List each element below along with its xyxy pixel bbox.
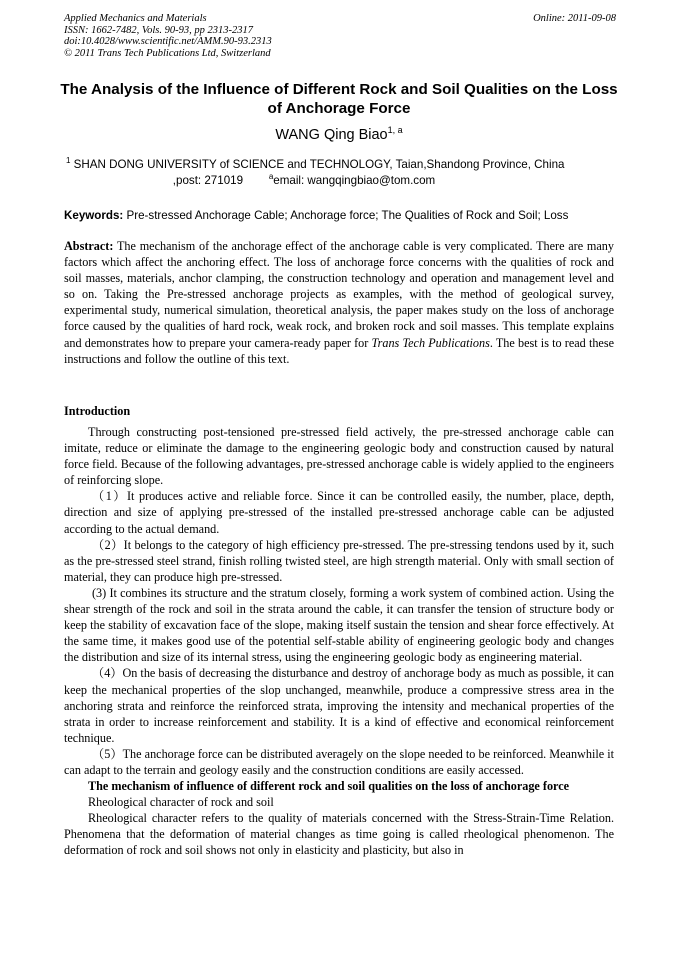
affiliation-sup: 1 [66, 156, 71, 165]
paper-title: The Analysis of the Influence of Different Rock and Soil Qualities on the Loss of Anchorage Force [60, 81, 618, 117]
rheological-subheading: Rheological character of rock and soil [88, 795, 274, 810]
abstract-italic: Trans Tech Publications [371, 335, 490, 350]
introduction-body [64, 424, 614, 859]
affiliation-institution: SHAN DONG UNIVERSITY of SCIENCE and TECHNOLOGY, Taian,Shandong Province, China [70, 158, 565, 171]
author-sup: 1, a [387, 125, 403, 135]
journal-header [64, 13, 272, 59]
email-link[interactable]: email: wangqingbiao@tom.com [273, 174, 436, 187]
keywords-label: Keywords: [64, 209, 124, 222]
issn-line: ISSN: 1662-7482, Vols. 90-93, pp 2313-2317 [64, 24, 253, 36]
keywords [64, 209, 568, 222]
abstract-text-1: The mechanism of the anchorage effect of the anchorage cable is very complicated. There are many factors which affect the anchoring effect. The loss of anchorage force concerns with the qualities of rock and soil masses, materials, anchor clamping, the construction technology and operation and management level and so on. Taking the Pre-stressed anchorage projects as examples, with the method of geological survey, experimental study, numerical simulation, theoretical analysis, the paper makes study on the loss of anchorage force caused by the qualities of hard rock, weak rock, and broken rock and soil masses. This template explains and demonstrates how to prepare your camera-ready paper for [64, 239, 614, 350]
advantage-1: （1）It produces active and reliable force. Since it can be controlled easily, the number, place, depth, direction and size of applying pre-stressed of the installed pre-stressed anchorage cable can be adjusted according to the actual demand. [64, 489, 614, 536]
affiliation-line-1 [64, 157, 614, 173]
online-date: Online: 2011-09-08 [533, 13, 616, 24]
affiliation-post: ,post: 271019 [172, 174, 244, 187]
intro-paragraph: Through constructing post-tensioned pre-stressed field actively, the pre-stressed anchorage cable can imitate, reduce or eliminate the damage to the engineering geologic body and construction caused by natural force field. Because of the following advantages, pre-stressed anchorage cable is widely applied to the engineers of reinforcing slope. [64, 425, 614, 488]
abstract-label: Abstract: [64, 239, 114, 253]
author-name: WANG Qing Biao [275, 127, 388, 143]
introduction-heading: Introduction [64, 404, 131, 418]
author-line [64, 127, 614, 143]
doi-line: doi:10.4028/www.scientific.net/AMM.90-93.2313 [64, 36, 272, 48]
affiliation [64, 157, 614, 189]
email-sup: a [268, 172, 274, 181]
journal-name: Applied Mechanics and Materials [64, 13, 207, 24]
rheological-paragraph: Rheological character refers to the quality of materials concerned with the Stress-Strain-Time Relation. Phenomena that the deformation of material changes as time going is called rheological phenomenon. The deformation of rock and soil shows not only in elasticity and plasticity, but also in [64, 811, 614, 858]
keywords-text: Pre-stressed Anchorage Cable; Anchorage force; The Qualities of Rock and Soil; Loss [123, 209, 569, 222]
abstract [64, 238, 614, 367]
advantage-5: （5）The anchorage force can be distributed averagely on the slope needed to be reinforced. Meanwhile it can adapt to the terrain and geology easily and the construction conditions are easily accessed. [64, 746, 614, 777]
advantage-2: （2）It belongs to the category of high efficiency pre-stressed. The pre-stressing tendons used by it, such as the pre-stressed steel strand, finish rolling twisted steel, are high strength material. Only with small section of material, they can produce high pre-stressed. [64, 537, 614, 584]
affiliation-line-2 [64, 173, 614, 189]
copyright-line: © 2011 Trans Tech Publications Ltd, Switzerland [64, 47, 271, 59]
abstract-text-2: . The best is to read these instructions and follow the outline of this text. [64, 335, 614, 366]
mechanism-heading: The mechanism of influence of different rock and soil qualities on the loss of anchorage force [88, 779, 570, 794]
advantage-3: (3) It combines its structure and the stratum closely, forming a work system of combined action. Using the shear strength of the rock and soil in the strata around the cable, it can transfer the tension of structure body or keep the stability of excavation face of the slope, making itself sustain the tension and shear force effectively. At the same time, it makes good use of the potential self-stable ability of engineering geologic body and changes the distribution and size of its internal stress, using the engineering geologic body as engineering material. [64, 585, 614, 665]
advantage-4: （4）On the basis of decreasing the disturbance and destroy of anchorage body as much as possible, it can keep the mechanical properties of the slop unchanged, meanwhile, produce a compressive stress area in the anchoring strata and reinforce the reinforced strata, improving the intensity and mechanical properties of the strata in order to increase reinforcement and stability. It is a kind of effective and economical reinforcement technique. [64, 666, 614, 745]
